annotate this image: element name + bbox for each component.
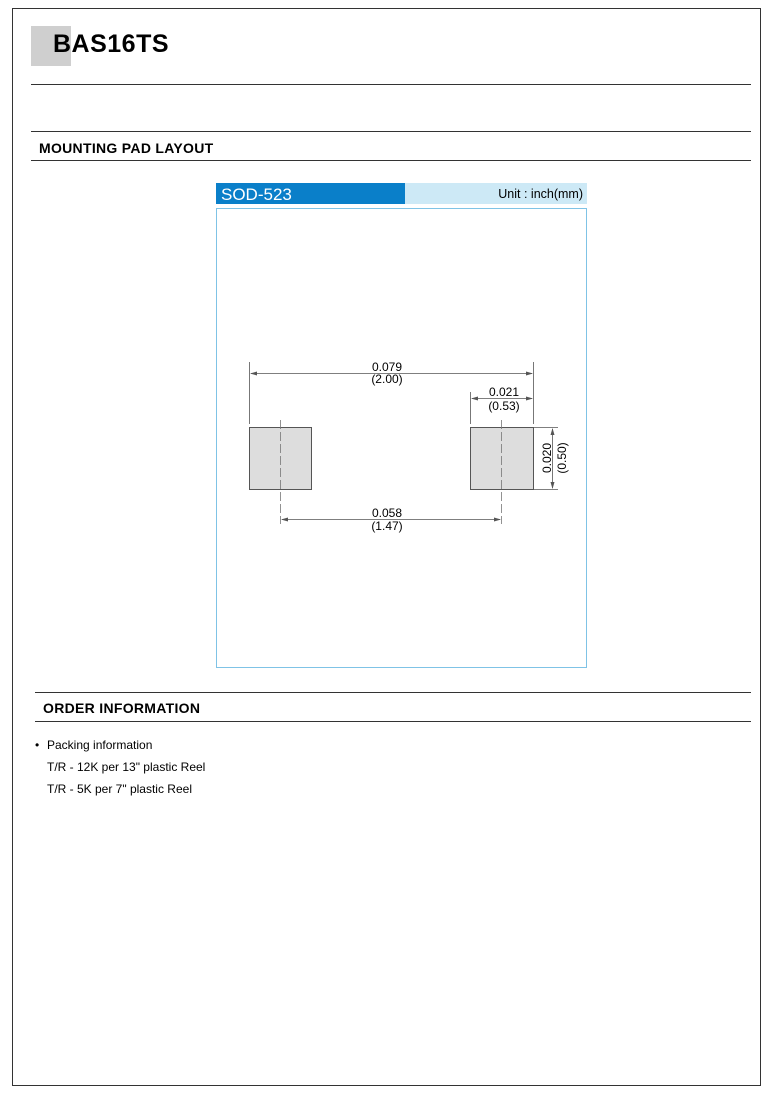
overall-arrow-left — [250, 372, 257, 376]
order-section-bottom-rule — [35, 721, 751, 722]
packing-info-label: Packing information — [47, 738, 153, 752]
pad-width-dim-mm: (0.53) — [488, 399, 520, 413]
pitch-dim-inch: 0.058 — [371, 506, 403, 520]
packing-bullet: • — [35, 738, 40, 752]
packing-line-2: T/R - 5K per 7" plastic Reel — [47, 782, 192, 796]
order-section-top-rule — [35, 692, 751, 693]
pad-width-arrow-right — [526, 397, 533, 401]
pitch-dim-mm: (1.47) — [371, 519, 403, 533]
pad-width-arrow-left — [471, 397, 478, 401]
overall-arrow-right — [526, 372, 533, 376]
order-section-title: ORDER INFORMATION — [43, 700, 201, 716]
section-top-rule — [31, 131, 751, 132]
pad-height-dim-inch: 0.020 — [540, 442, 554, 474]
header-divider — [31, 84, 751, 85]
overall-dim-inch: 0.079 — [371, 360, 403, 374]
package-name: SOD-523 — [221, 185, 292, 204]
packing-line-1: T/R - 12K per 13" plastic Reel — [47, 760, 206, 774]
mounting-section-title: MOUNTING PAD LAYOUT — [39, 140, 214, 156]
pad-height-arrow-bottom — [551, 482, 555, 489]
section-bottom-rule — [31, 160, 751, 161]
overall-dim-mm: (2.00) — [371, 372, 403, 386]
right-pad — [471, 428, 534, 490]
pitch-arrow-left — [281, 518, 288, 522]
pad-height-arrow-top — [551, 428, 555, 435]
pitch-arrow-right — [494, 518, 501, 522]
page-title: BAS16TS — [53, 30, 170, 58]
pad-layout-diagram — [215, 182, 588, 669]
pad-height-dim-mm: (0.50) — [555, 442, 569, 474]
pad-width-dim-inch: 0.021 — [488, 385, 520, 399]
unit-label: Unit : inch(mm) — [498, 187, 583, 201]
